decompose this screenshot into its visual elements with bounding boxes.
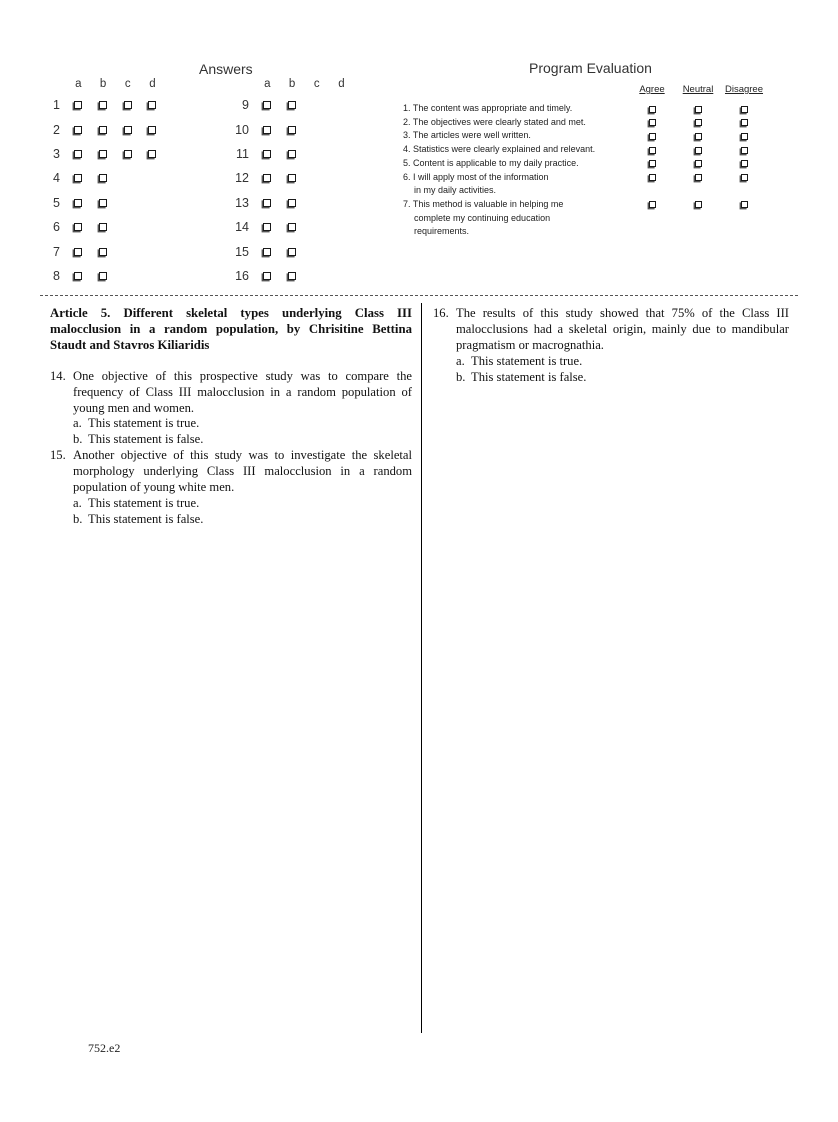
answer-checkbox-14b[interactable] [288,223,296,231]
question-option-b [73,432,412,448]
question-number: 10 [235,122,249,137]
answer-row-2 [44,117,165,141]
answer-checkbox-2d[interactable] [148,126,156,134]
eval-checkbox-2-agree[interactable] [649,119,656,126]
eval-checkbox-4-disagree[interactable] [741,147,748,154]
dashed-divider-line [40,295,798,296]
answer-row-16 [229,264,354,288]
question-number: 8 [53,268,60,283]
option-text: This statement is false. [88,432,204,447]
question-number: 15. [50,448,66,463]
answer-row-12 [229,166,354,190]
question-text: The results of this study showed that 75% of the Class III malocclusions had a skeletal origin, mainly due to mandibular pragmatism or macrognathia. [456,306,789,352]
question-number: 6 [53,220,60,235]
answer-checkbox-4a[interactable] [74,174,82,182]
answer-row-7 [44,239,165,263]
answer-checkbox-1c[interactable] [124,101,132,109]
answer-checkbox-3a[interactable] [74,150,82,158]
question-number: 12 [235,171,249,186]
eval-checkbox-4-agree[interactable] [649,147,656,154]
evaluation-item-text: 3. The articles were well written. [403,130,531,141]
question-number: 14 [235,220,249,235]
answer-row-5 [44,191,165,215]
question-text: Another objective of this study was to investigate the skeletal morphology underlying Class III malocclusion in a random population of young white men. [73,448,412,495]
evaluation-item-6 [403,171,767,198]
evaluation-item-text: 6. I will apply most of the information in my daily activities. [403,171,549,196]
answer-checkbox-6a[interactable] [74,223,82,231]
eval-checkbox-3-neutral[interactable] [695,133,702,140]
eval-checkbox-1-agree[interactable] [649,106,656,113]
column-divider-line [421,303,422,1033]
evaluation-item-2 [403,116,767,130]
answer-checkbox-11a[interactable] [263,150,271,158]
answer-row-1 [44,93,165,117]
answers-grid-left [44,75,165,288]
option-text: This statement is false. [88,511,204,526]
question-body [73,448,412,528]
answer-checkbox-3b[interactable] [99,150,107,158]
answer-checkbox-4b[interactable] [99,174,107,182]
answer-row-11 [229,142,354,166]
question-body [456,306,789,386]
eval-checkbox-5-agree[interactable] [649,160,656,167]
question-number: 2 [53,122,60,137]
column-letter-d: d [149,78,156,90]
answer-checkbox-15b[interactable] [288,248,296,256]
answer-row-13 [229,191,354,215]
answer-checkbox-14a[interactable] [263,223,271,231]
answer-checkbox-9a[interactable] [263,101,271,109]
answer-checkbox-8b[interactable] [99,272,107,280]
question-14 [50,369,412,449]
evaluation-item-7 [403,198,767,239]
evaluation-item-text: 2. The objectives were clearly stated and met. [403,116,586,127]
article-heading: Article 5. Different skeletal types underlying Class III malocclusion in a random population, by Chrisitine Bettina Staudt and Stavros Kiliaridis [50,306,412,352]
answer-checkbox-8a[interactable] [74,272,82,280]
answers-title: Answers [199,61,253,77]
column-letter-a: a [75,78,82,90]
answer-checkbox-1a[interactable] [74,101,82,109]
question-text: One objective of this prospective study was to compare the frequency of Class III malocclusion in a random population of young men and women. [73,368,412,415]
option-letter: b. [73,511,83,526]
program-evaluation-title: Program Evaluation [529,60,652,76]
answers-grid-right [229,75,354,288]
answer-checkbox-12a[interactable] [263,174,271,182]
answer-checkbox-6b[interactable] [99,223,107,231]
eval-checkbox-5-disagree[interactable] [741,160,748,167]
answer-checkbox-1b[interactable] [99,101,107,109]
evaluation-item-5 [403,157,767,171]
eval-checkbox-6-disagree[interactable] [741,174,748,181]
question-option-b [456,370,789,386]
question-15 [50,448,412,528]
evaluation-item-text: 5. Content is applicable to my daily practice. [403,157,579,168]
question-number: 11 [236,146,249,161]
eval-column-label-disagree: Disagree [724,84,764,95]
evaluation-item-text: 4. Statistics were clearly explained and relevant. [403,144,596,155]
question-number: 16. [433,306,449,320]
eval-checkbox-3-agree[interactable] [649,133,656,140]
answer-row-10 [229,117,354,141]
question-body [73,369,412,449]
answer-checkbox-13a[interactable] [263,199,271,207]
question-option-a [73,496,412,512]
answer-checkbox-13b[interactable] [288,199,296,207]
evaluation-column-headers [403,84,767,95]
option-letter: a. [73,416,82,431]
question-number: 4 [53,171,60,186]
answer-row-6 [44,215,165,239]
answer-checkbox-10b[interactable] [288,126,296,134]
option-letter: b. [456,369,466,384]
eval-checkbox-3-disagree[interactable] [741,133,748,140]
evaluation-item-text: 7. This method is valuable in helping me complete my continuing education requirements. [403,198,564,237]
column-letter-a: a [264,78,271,90]
answer-letters-header [229,75,354,93]
question-option-a [456,354,789,370]
answer-checkbox-16a[interactable] [263,272,271,280]
evaluation-item-text: 1. The content was appropriate and timely. [403,103,573,113]
column-letter-b: b [99,78,107,90]
answer-checkbox-7a[interactable] [74,248,82,256]
column-letter-c: c [313,78,320,90]
question-option-b [73,512,412,528]
quiz-column-right [433,306,789,386]
answer-checkbox-1d[interactable] [148,101,156,109]
eval-column-label-neutral: Neutral [682,84,714,95]
answer-checkbox-2a[interactable] [74,126,82,134]
eval-checkbox-7-disagree[interactable] [741,201,748,208]
question-number: 1 [53,98,60,113]
answer-row-14 [229,215,354,239]
evaluation-item-4 [403,143,767,157]
question-option-a [73,416,412,432]
answer-row-3 [44,142,165,166]
column-letter-c: c [124,78,131,90]
option-letter: b. [73,432,83,447]
question-number: 7 [53,244,60,259]
answer-row-15 [229,239,354,263]
eval-checkbox-7-agree[interactable] [649,201,656,208]
eval-checkbox-4-neutral[interactable] [695,147,702,154]
page-number: 752.e2 [88,1041,121,1055]
eval-checkbox-6-agree[interactable] [649,174,656,181]
answer-row-4 [44,166,165,190]
answer-checkbox-10a[interactable] [263,126,271,134]
answer-checkbox-11b[interactable] [288,150,296,158]
option-text: This statement is false. [471,369,587,384]
answer-checkbox-2b[interactable] [99,126,107,134]
eval-checkbox-6-neutral[interactable] [695,174,702,181]
question-number: 14. [50,368,66,383]
eval-checkbox-1-disagree[interactable] [741,106,748,113]
eval-checkbox-5-neutral[interactable] [695,160,702,167]
answer-checkbox-7b[interactable] [99,248,107,256]
eval-checkbox-7-neutral[interactable] [695,201,702,208]
eval-column-label-agree: Agree [639,84,665,95]
option-text: This statement is true. [471,353,583,368]
eval-checkbox-2-disagree[interactable] [741,119,748,126]
question-number: 9 [242,98,249,113]
answer-checkbox-15a[interactable] [263,248,271,256]
option-text: This statement is true. [88,416,200,431]
eval-checkbox-1-neutral[interactable] [695,106,702,113]
question-number: 3 [53,146,60,161]
option-text: This statement is true. [88,495,200,510]
question-number: 13 [235,195,249,210]
answer-checkbox-12b[interactable] [288,174,296,182]
answer-checkbox-9b[interactable] [288,101,296,109]
evaluation-item-3 [403,129,767,143]
question-number: 5 [53,195,60,210]
answer-row-9 [229,93,354,117]
option-letter: a. [73,495,82,510]
answer-checkbox-5a[interactable] [74,199,82,207]
answer-checkbox-3c[interactable] [124,150,132,158]
answer-checkbox-5b[interactable] [99,199,107,207]
answer-checkbox-3d[interactable] [148,150,156,158]
eval-checkbox-2-neutral[interactable] [695,119,702,126]
quiz-column-left [50,306,412,528]
answer-checkbox-16b[interactable] [288,272,296,280]
answer-letters-header [44,75,165,93]
evaluation-items-list [403,102,767,239]
evaluation-item-1 [403,102,767,116]
option-letter: a. [456,353,465,368]
column-letter-d: d [338,78,345,90]
question-16 [433,306,789,386]
column-letter-b: b [288,78,296,90]
answer-row-8 [44,264,165,288]
answer-checkbox-2c[interactable] [124,126,132,134]
question-number: 16 [235,268,249,283]
question-number: 15 [235,244,249,259]
